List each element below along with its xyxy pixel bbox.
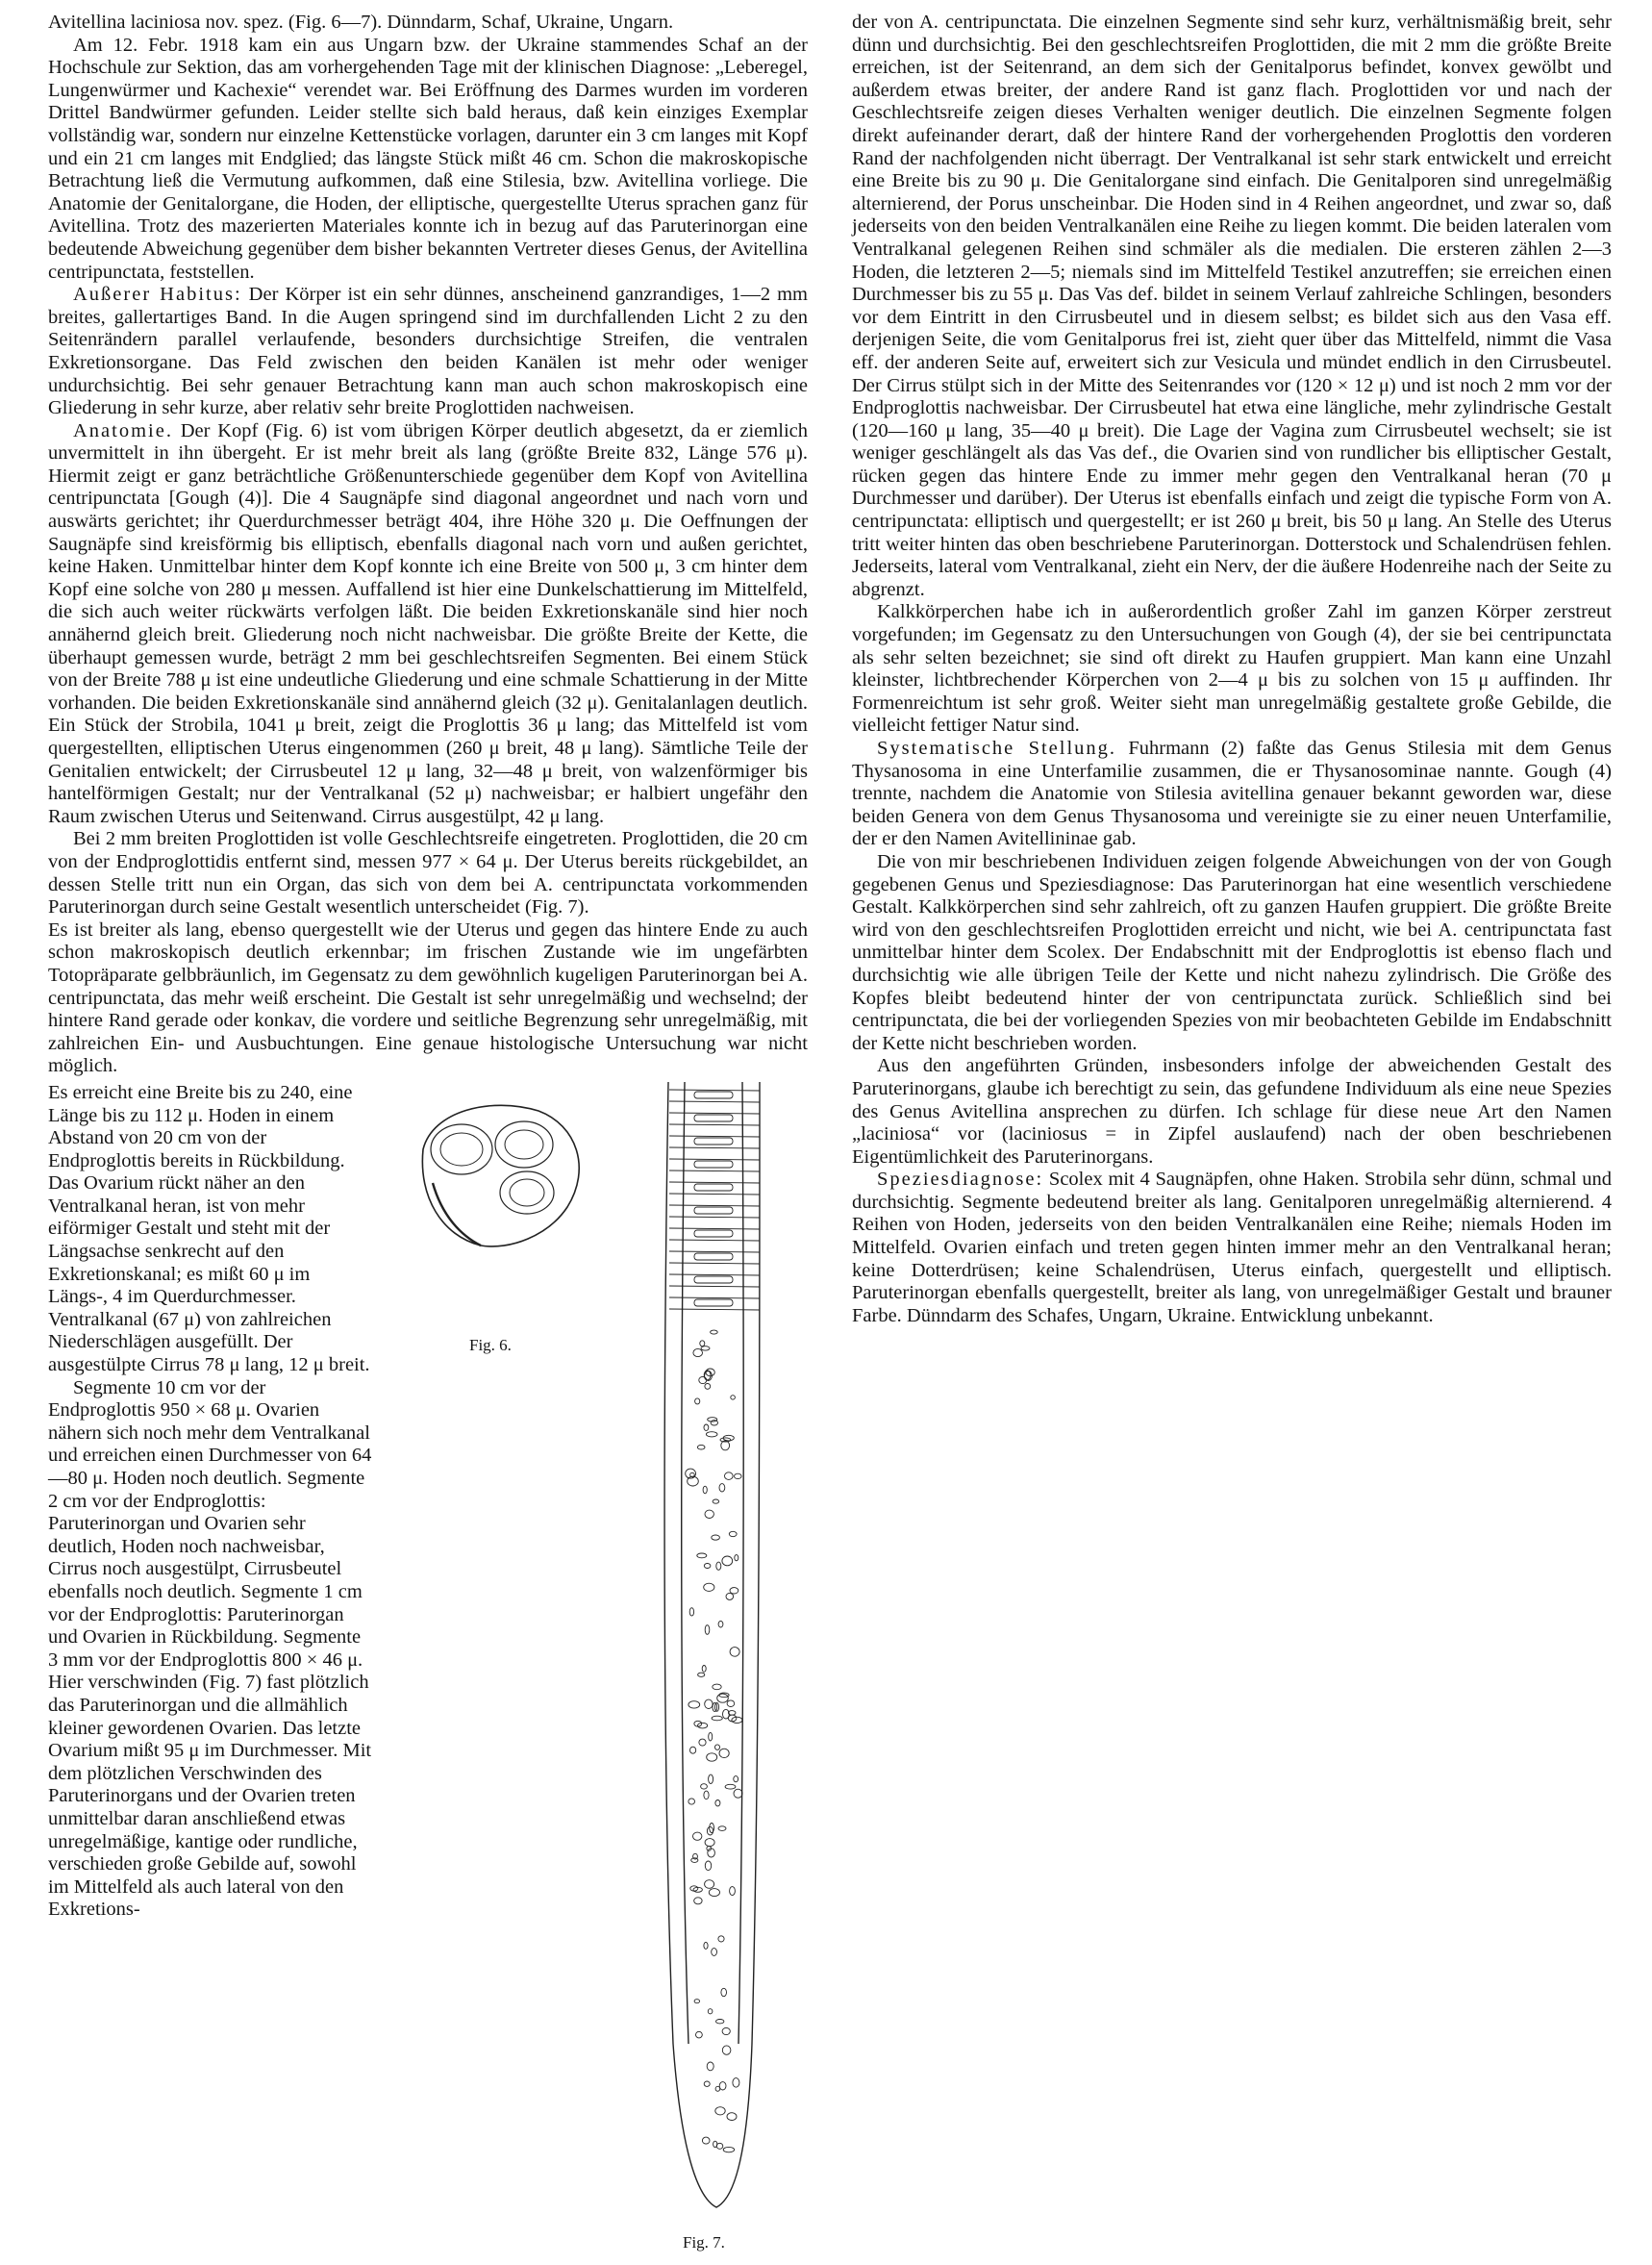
calcareous-body [701, 1346, 710, 1350]
wrapped-text [48, 1082, 373, 1922]
calcareous-body [733, 2078, 739, 2088]
calcareous-body [722, 2027, 730, 2034]
calcareous-body [730, 1648, 739, 1657]
calcareous-body [699, 1376, 707, 1383]
calcareous-body [710, 1823, 714, 1832]
calcareous-body [688, 1799, 695, 1804]
calcareous-body [693, 1832, 702, 1840]
habitus-text: Der Körper ist ein sehr dünnes, anscheinend ganzrandiges, 1—2 mm breites, gallertartiges Band. In die Augen springend sind im durchfallenden Licht 2 zu den Seitenrändern parallel verlaufende, besonders durchsichtige Streifen, die ventralen Exkretionsorgane. Das Feld zwischen den beiden Kanälen ist mehr oder weniger undurchsichtig. Bei sehr genauer Betrachtung kann man auch schon makroskopisch eine Gliederung in sehr kurze, aber relativ sehr breite Proglottiden nachweisen. [48, 284, 808, 419]
calcareous-body [707, 2062, 713, 2071]
section-label-speziesdiagnose: Speziesdiagnose: [877, 1169, 1044, 1191]
calcareous-body [731, 1396, 736, 1399]
paragraph-abweichungen: Die von mir beschriebenen Individuen zeigen folgende Abweichungen von der von Gough gegebenen Genus und Speziesdiagnose: Das Paruterinorgan hat eine wesentlich verschiedene Gestalt. Kalkkörperchen sind sehr zahlreich, oft zu ganzen Haufen gruppiert. Die größte Breite wird von den geschlechtsreifen Proglottiden erreicht und nicht, wie bei A. centripunctata fast unmittelbar hinter dem Scolex. Der Endabschnitt mit der Endproglottis ist ebenso flach und durchsichtig wie alle übrigen Teile der Kette und nicht nahezu zylindrisch. Die Größe des Kopfes bleibt bedeutend hinter der von centripunctata zurück. Schließlich sind bei centripunctata, die bei der vorliegenden Spezies von mir beobachteten Gebilde im Endabschnitt der Kette nicht beschrieben worden. [852, 850, 1612, 1054]
proglottid-line [669, 1159, 760, 1160]
calcareous-body [696, 2031, 703, 2038]
section-label-systematik: Systematische Stellung. [877, 738, 1117, 759]
calcareous-body [703, 1486, 707, 1494]
paragraph-systematik [852, 738, 1612, 851]
calcareous-body [704, 1563, 711, 1568]
calcareous-body [721, 1988, 727, 1996]
calcareous-body [705, 1510, 713, 1518]
systematik-text: Fuhrmann (2) faßte das Genus Stilesia mit dem Genus Thysanosoma in eine Unterfamilie zusammen, die er Thysanosominae nannte. Gough (4) trennte, nachdem die Anatomie von Stilesia avitellina genauer bekannt geworden war, diese beiden Genera von dem Genus Thysanosoma und vereinigte sie zu einer neuen Unterfamilie, der er den Namen Avitellininae gab. [852, 738, 1613, 850]
calcareous-body [707, 1753, 717, 1761]
paruterin-organ [694, 1207, 733, 1214]
paruterin-organ [694, 1184, 733, 1191]
calcareous-body [698, 1723, 708, 1728]
calcareous-body [702, 2137, 710, 2144]
left-column [48, 12, 808, 2265]
paragraph-dimensions: Es erreicht eine Breite bis zu 240, eine Länge bis zu 112 μ. Hoden in einem Abstand von 20 cm von der Endproglottis bereits in Rückbildung. Das Ovarium rückt näher an den Ventralkanal heran, ist von mehr eiförmiger Gestalt und steht mit der Längsachse senkrecht auf den Exkretionskanal; es mißt 60 μ im Längs-, 4 im Querdurchmesser. Ventralkanal (67 μ) von zahlreichen Niederschlägen ausgefüllt. Der ausgestülpte Cirrus 78 μ lang, 12 μ breit. [48, 1081, 370, 1376]
paragraph-paruterin: Es ist breiter als lang, ebenso quergestellt wie der Uterus und gegen das hintere Ende zu auch schon makroskopisch deutlich erkennbar; im frischen Zustande wie im ungefärbten Totopräparate gelbbräunlich, im Gegensatz zu dem gewöhnlich kugeligen Paruterinorgan bei A. centripunctata, das mehr weiß erscheint. Die Gestalt ist sehr unregelmäßig und wechselnd; der hintere Rand gerade oder konkav, die vordere und seitliche Begrenzung sehr unregelmäßig, mit zahlreichen Ein- und Ausbuchtungen. Eine genaue histologische Untersuchung war nicht möglich. [48, 919, 808, 1077]
paruterin-organ [694, 1161, 733, 1168]
calcareous-body [727, 2113, 737, 2121]
calcareous-body [730, 1588, 738, 1594]
paragraph-anatomie [48, 420, 808, 829]
paragraph-kalkkoerperchen: Kalkkörperchen habe ich in außerordentlich großer Zahl im ganzen Körper zerstreut vorgefunden; im Gegensatz zu den Untersuchungen von Gough (4), der sie bei centripunctata als sehr selten bezeichnet; sie sind oft direkt zu Haufen gruppiert. Man kann eine Unzahl kleinster, lichtbrechender Körperchen von 2—4 μ bis zu solchen von 15 μ auffinden. Ihr Formenreichtum ist sehr groß. Weiter sieht man unregelmäßig gestaltete große Gebilde, die vielleicht fettiger Natur sind. [852, 601, 1612, 737]
calcareous-body [699, 1739, 706, 1746]
proglottid-line [669, 1113, 760, 1114]
calcareous-body [709, 1889, 719, 1897]
proglottid-line [669, 1136, 760, 1137]
figure-6-caption: Fig. 6. [469, 1335, 512, 1354]
proglottid-line [669, 1147, 760, 1148]
paragraph-maturity: Bei 2 mm breiten Proglottiden ist volle Geschlechtsreife eingetreten. Proglottiden, die 20 cm von der Endproglottidis entfernt sind, messen 977 × 64 μ. Der Uterus bereits rückgebildet, an dessen Stelle tritt nun ein Organ, das sich von dem bei A. centripunctata vorkommenden Paruterinorgan durch seine Gestalt wesentlich unterscheidet (Fig. 7). [48, 828, 808, 919]
calcareous-body [718, 1936, 724, 1942]
calcareous-body [732, 1717, 742, 1723]
paruterin-organ [694, 1276, 733, 1283]
paragraph-habitus [48, 284, 808, 420]
calcareous-body [708, 2009, 713, 2014]
calcareous-body [713, 1499, 719, 1503]
calcareous-body [718, 1826, 726, 1831]
calcareous-body [705, 1625, 710, 1635]
paragraph-continuation: der von A. centripunctata. Die einzelnen Segmente sind sehr kurz, verhältnismäßig breit, sehr dünn und durchsichtig. Bei den geschlechtsreifen Proglottiden, die mit 2 mm die größte Breite erreichen, ist der Seitenrand, an dem sich der Genitalporus befindet, konvex gewölbt und außerdem etwas breiter, der andere Rand ist ganz flach. Proglottiden vor und nach der Geschlechtsreife zeigen dieses Verhalten weniger deutlich. Die einzelnen Segmente folgen direkt aufeinander derart, daß der hintere Rand der vorhergehenden Proglottis den vorderen Rand der nachfolgenden nicht überragt. Der Ventralkanal ist sehr stark entwickelt und erreicht eine Breite bis zu 90 μ. Die Genitalorgane sind einfach. Die Genitalporen sind unregelmäßig alternierend, der Porus unscheinbar. Die Hoden sind in 4 Reihen angeordnet, und zwar so, daß jederseits von den beiden Ventralkanälen eine Reihe zu liegen kommt. Die beiden lateralen vom Ventralkanal gelegenen Reihen sind schmäler als die medialen. Die ersteren zählen 2—3 Hoden, die letzteren 2—5; niemals sind im Mittelfeld Testikel anzutreffen; sie erreichen einen Durchmesser bis zu 55 μ. Das Vas def. bildet in seinem Verlauf zahlreiche Schlingen, besonders vor dem Eintritt in den Cirrusbeutel und in diesem selbst; es bildet sich aus den Vasa eff. derjenigen Seite, die vom Genitalporus frei ist, zieht quer über das Mittelfeld, nimmt die Vasa eff. der anderen Seite auf, erweitert sich zur Vesicula und mündet endlich in den Cirrusbeutel. Der Cirrus stülpt sich in der Mitte des Seitenrandes vor (120 × 12 μ) und ist noch 2 mm vor der Endproglottis nachweisbar. Der Cirrusbeutel hat etwa eine längliche, mehr zylindrische Gestalt (120—160 μ lang, 35—40 μ breit). Die Lage der Vagina zum Cirrusbeutel wechselt; sie ist weniger geschlängelt als das Vas def., die Ovarien sind von rundlicher bis elliptischer Gestalt, rücken gegen das hintere Ende zu immer mehr gegen den Ventralkanal heran (70 μ Durchmesser und darüber). Der Uterus ist ebenfalls einfach und zeigt die typische Form von A. centripunctata: elliptisch und quergestellt; er ist 260 μ breit, bis 50 μ lang. An Stelle des Uterus tritt weiter hinten das oben beschriebene Paruterinorgan. Dotterstock und Schalendrüsen fehlen. Jederseits, lateral vom Ventralkanal, zieht ein Nerv, der die äußere Hodenreihe nach der Seite zu abgrenzt. [852, 12, 1612, 600]
calcareous-body [718, 1621, 723, 1627]
calcareous-body [719, 1749, 729, 1757]
calcareous-body [725, 1784, 736, 1789]
calcareous-body [730, 1887, 736, 1896]
paragraph-begruendung: Aus den angeführten Gründen, insbesonders infolge der abweichenden Gestalt des Paruterinorgans, glaube ich berechtigt zu sein, das gefundene Individuum als eine neue Spezies des Genus Avitellina ansprechen zu dürfen. Ich schlage für diese neue Art den Namen „laciniosa“ vor (laciniosus = in Zipfel auslaufend) nach der oben beschriebenen Eigentümlichkeit des Paruterinorgans. [852, 1055, 1612, 1168]
calcareous-body [734, 1789, 742, 1798]
calcareous-body [695, 1398, 700, 1404]
calcareous-body [723, 2147, 734, 2152]
calcareous-body [719, 1484, 725, 1492]
calcareous-body [705, 1861, 711, 1871]
paragraph-intro: Am 12. Febr. 1918 kam ein aus Ungarn bzw. der Ukraine stammendes Schaf an der Hochschule zur Sektion, das am vorhergehenden Tage mit der klinischen Diagnose: „Leberegel, Lungenwürmer und Kachexie“ verendet war. Bei Eröffnung des Darmes wurden im vorderen Drittel Bandwürmer gefunden. Leider stellte sich bald heraus, daß kein einziges Exemplar vollständig war, sondern nur einzelne Kettenstücke vorlagen, darunter ein 3 cm langes mit Kopf und ein 21 cm langes mit Endglied; das längste Stück mißt 46 cm. Schon die makroskopische Betrachtung ließ die Vermutung aufkommen, daß eine Stilesia, bzw. Avitellina vorliege. Die Anatomie der Genitalorgane, die Hoden, der elliptische, quergestellte Uterus sprachen ganz für Avitellina. Trotz des mazerierten Materiales konnte ich in bezug auf das Paruterinorgan eine bedeutende Abweichung gegenüber dem bisher bekannten Vertreter dieses Genus, der Avitellina centripunctata, feststellen. [48, 34, 808, 283]
calcareous-body [705, 1383, 711, 1389]
paruterin-organ [694, 1092, 733, 1098]
calcareous-body [717, 1694, 729, 1702]
calcareous-body [725, 1472, 734, 1480]
calcareous-body [727, 1700, 735, 1707]
paruterin-organ [694, 1138, 733, 1145]
calcareous-body [694, 2000, 699, 2003]
calcareous-body [716, 1562, 721, 1570]
figure-7-caption: Fig. 7. [683, 2232, 725, 2252]
calcareous-body [693, 1348, 703, 1356]
calcareous-body [689, 1608, 693, 1616]
paruterin-organ [694, 1299, 733, 1306]
calcareous-body [716, 2143, 723, 2149]
calcareous-body [715, 2107, 725, 2115]
calcareous-body [713, 1684, 721, 1690]
calcareous-body [706, 1432, 717, 1437]
calcareous-body [704, 1791, 709, 1799]
figure-block [48, 1082, 808, 2265]
calcareous-body [698, 1673, 705, 1676]
calcareous-body [697, 1553, 707, 1558]
section-label-habitus: Außerer Habitus: [73, 284, 242, 306]
calcareous-body [697, 1445, 705, 1449]
calcareous-body [705, 1839, 714, 1847]
section-label-anatomie: Anatomie. [73, 419, 173, 441]
species-heading: Avitellina laciniosa nov. spez. (Fig. 6—7). Dünndarm, Schaf, Ukraine, Ungarn. [48, 12, 674, 33]
calcareous-body [704, 1424, 709, 1430]
calcareous-body [734, 1776, 738, 1782]
calcareous-body [715, 1745, 720, 1749]
calcareous-body [701, 1784, 708, 1789]
calcareous-body [729, 1531, 737, 1536]
right-column [852, 12, 1612, 1327]
proglottid-line [669, 1124, 760, 1125]
paruterin-organ [694, 1115, 733, 1121]
proglottid-line [669, 1170, 760, 1171]
calcareous-body [726, 1593, 734, 1599]
calcareous-body [705, 1699, 713, 1708]
calcareous-body [704, 2081, 710, 2086]
calcareous-body [722, 1556, 733, 1566]
proglottid-line [669, 1101, 760, 1102]
calcareous-body [690, 1747, 696, 1753]
calcareous-body [700, 1341, 705, 1346]
calcareous-body [709, 1774, 713, 1783]
speziesdiagnose-text: Scolex mit 4 Saugnäpfen, ohne Haken. Strobila sehr dünn, schmal und durchsichtig. Segmente bedeutend breiter als lang. Genitalporen unregelmäßig alternierend. 4 Reihen von Hoden, jederseits von den beiden Ventralkanälen eine Reihe; niemals Hoden im Mittelfeld. Ovarien einfach und treten gegen hinten immer mehr an den Ventralkanal heran; keine Dotterdrüsen; keine Schalendrüsen, Uterus einfach, quergestellt und elliptisch. Paruterinorgan ebenfalls quergestellt, breiter als lang, von unregelmäßiger Gestalt und brauner Farbe. Dünndarm des Schafes, Ungarn, Ukraine. Entwicklung unbekannt. [852, 1169, 1612, 1326]
calcareous-body [719, 2082, 726, 2090]
calcareous-body [735, 1555, 738, 1561]
figure-6-scolex [404, 1092, 596, 1265]
calcareous-body [716, 2019, 724, 2023]
proglottid-line [669, 1090, 760, 1091]
paragraph-segments: Segmente 10 cm vor der Endproglottis 950 × 68 μ. Ovarien nähern sich noch mehr dem Ventralkanal und erreichen einen Durchmesser von 64—80 μ. Hoden noch deutlich. Segmente 2 cm vor der Endproglottis: Paruterinorgan und Ovarien sehr deutlich, Hoden noch nachweisbar, Cirrus noch ausgestülpt, Cirrusbeutel ebenfalls noch deutlich. Segmente 1 cm vor der Endproglottis: Paruterinorgan und Ovarien in Rückbildung. Segmente 3 mm vor der Endproglottis 800 × 46 μ. Hier verschwinden (Fig. 7) fast plötzlich das Paruterinorgan und die allmählich kleiner gewordenen Ovarien. Das letzte Ovarium mißt 95 μ im Durchmesser. Mit dem plötzlichen Verschwinden des Paruterinorgans und der Ovarien treten unmittelbar daran anschließend etwas unregelmäßige, kantige oder rundliche, verschieden große Gebilde auf, sowohl im Mittelfeld als auch lateral von den Exkretions- [48, 1376, 372, 1921]
calcareous-body [722, 2046, 731, 2054]
calcareous-body [712, 1716, 722, 1721]
calcareous-body [704, 1942, 708, 1949]
calcareous-body [735, 1473, 742, 1478]
calcareous-body [720, 1438, 731, 1442]
calcareous-body [694, 1898, 702, 1904]
calcareous-body [705, 1880, 714, 1889]
paruterin-organ [694, 1230, 733, 1237]
calcareous-body [711, 1330, 718, 1334]
calcareous-body [715, 1799, 720, 1805]
paragraph-speziesdiagnose [852, 1169, 1612, 1327]
calcareous-body [709, 1732, 713, 1741]
anatomie-text: Der Kopf (Fig. 6) ist vom übrigen Körper deutlich abgesetzt, da er ziemlich unvermittelt in ihn übergeht. Er ist mehr breit als lang (größte Breite 832, Länge 576 μ). Hiermit zeigt er ganz beträchtliche Größenunterschiede gegenüber dem Kopf von Avitellina centripunctata [Gough (4)]. Die 4 Saugnäpfe sind diagonal angeordnet und nach vorn und auswärts gerichtet; ihr Querdurchmesser beträgt 404, ihre Höhe 320 μ. Die Oeffnungen der Saugnäpfe sind kreisförmig bis elliptisch, ebenfalls diagonal nach vorn und außen gerichtet, keine Haken. Unmittelbar hinter dem Kopf konnte ich eine Breite von 500 μ, 3 cm hinter dem Kopf eine solche von 280 μ messen. Auffallend ist hier eine Dunkelschattierung im Mittelfeld, die sich auch weiter rückwärts verfolgen läßt. Die beiden Exkretionskanäle sind hier noch annähernd gleich breit. Gliederung noch nicht nachweisbar. Die größte Breite der Kette, die überhaupt gemessen wurde, beträgt 2 mm bei geschlechtsreifen Segmenten. Bei einem Stück von der Breite 788 μ ist eine undeutliche Gliederung und eine schmale Schattierung in der Mitte vorhanden. Die beiden Exkretionskanäle sind annähernd gleich (32 μ). Genitalanlagen deutlich. Ein Stück der Strobila, 1041 μ breit, zeigt die Proglottis 36 μ lang; das Mittelfeld ist vom quergestellten, elliptischen Uterus eingenommen (260 μ breit, 48 μ lang). Sämtliche Teile der Genitalien entwickelt; der Cirrusbeutel 12 μ lang, 32—48 μ breit, von walzenförmiger bis hantelförmigen Gestalt; nur der Ventralkanal (52 μ) nachweisbar; er halbiert ungefähr den Raum zwischen Uterus und Seitenwand. Cirrus ausgestülpt, 42 μ lang. [48, 419, 808, 827]
calcareous-body [704, 1583, 714, 1591]
calcareous-body [712, 1949, 717, 1956]
paruterin-organ [694, 1253, 733, 1260]
calcareous-body [702, 1665, 706, 1672]
calcareous-body [712, 1535, 720, 1540]
calcareous-body [688, 1701, 700, 1708]
calcareous-body [708, 1418, 717, 1422]
figure-7-strobila [625, 1082, 798, 2227]
